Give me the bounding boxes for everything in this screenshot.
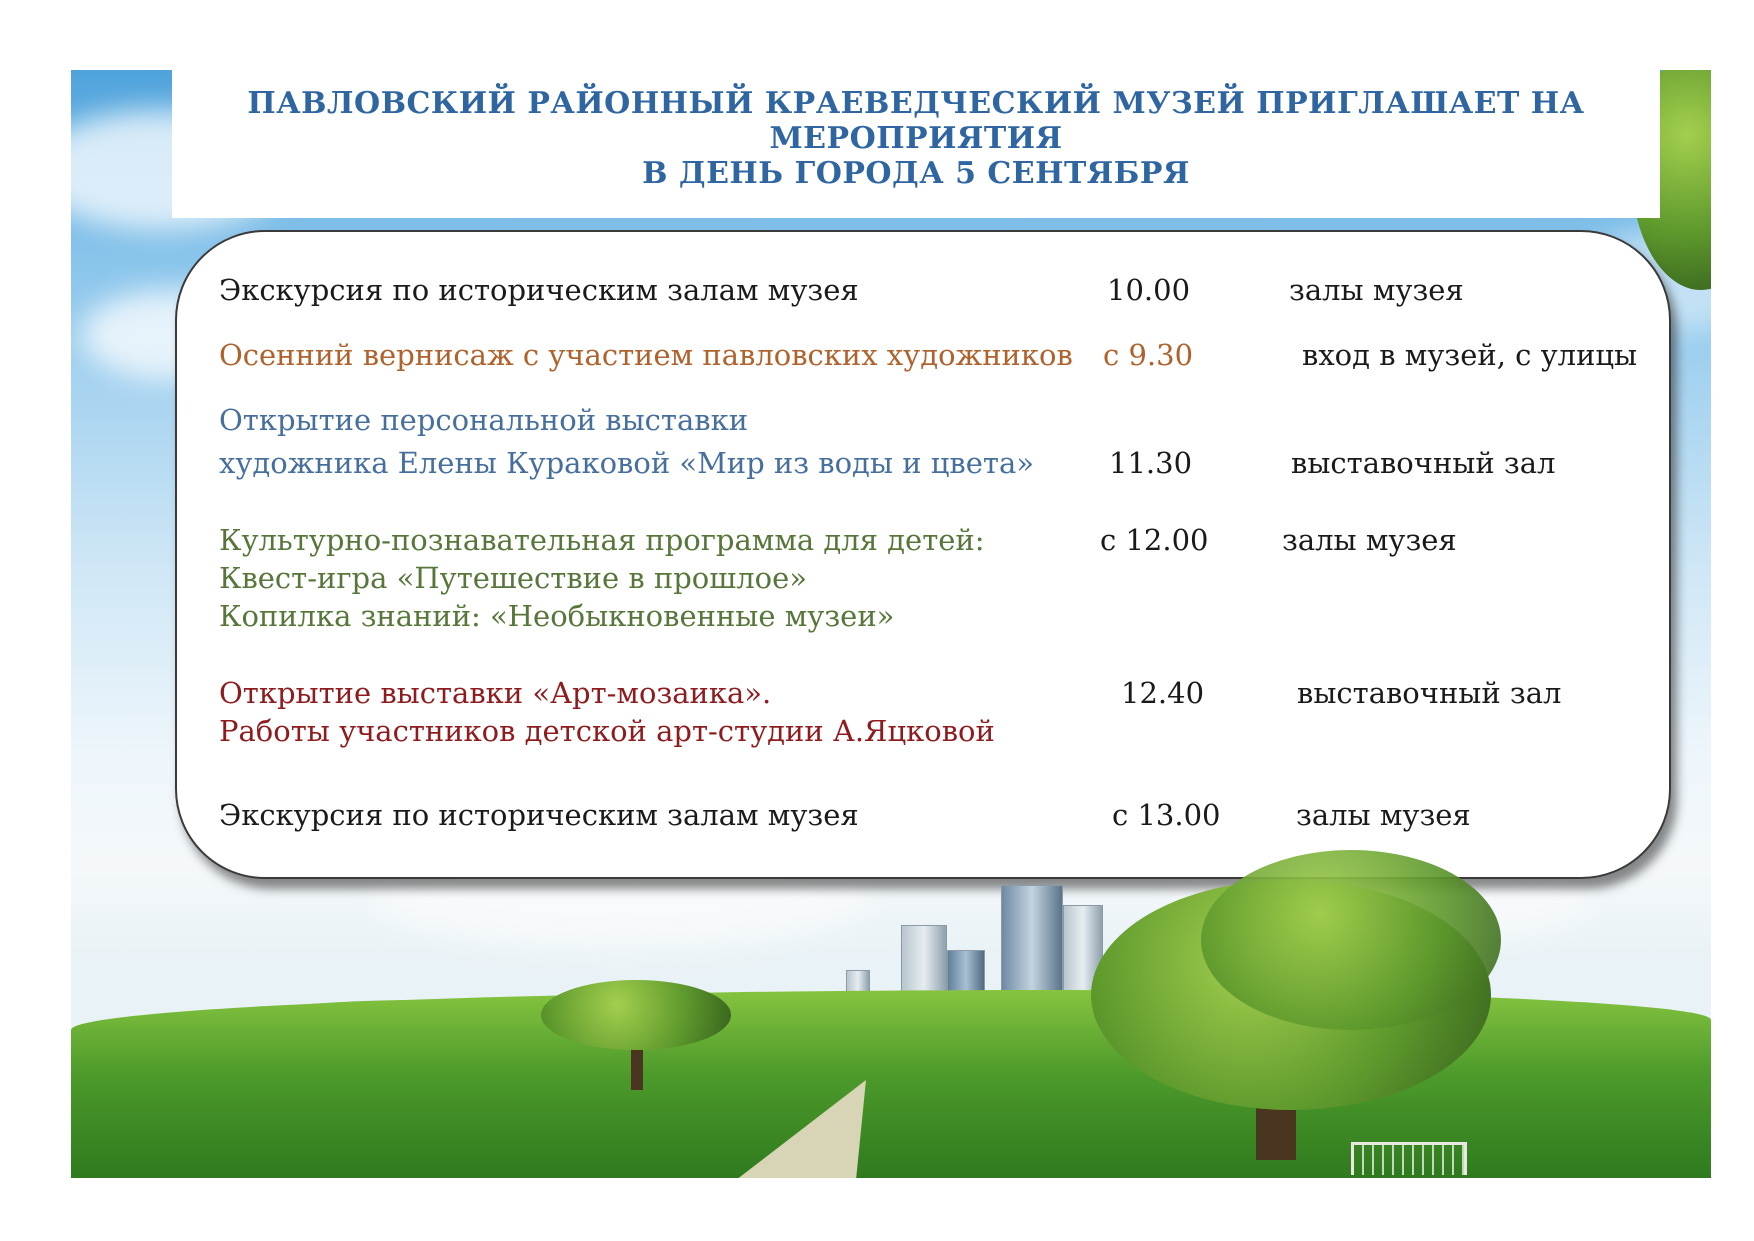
event-time-art-mosaic: 12.40: [1121, 676, 1205, 710]
event-title-art-mosaic-line-2: Работы участников детской арт-студии А.Яцковой: [219, 714, 995, 748]
event-title-art-mosaic-line-1: Открытие выставки «Арт-мозаика».: [219, 676, 772, 710]
event-place-exhibition: выставочный зал: [1291, 446, 1556, 480]
event-title-excursion-2: Экскурсия по историческим залам музея: [219, 798, 859, 832]
event-title-kids-program-line-3: Копилка знаний: «Необыкновенные музеи»: [219, 599, 895, 633]
event-place-kids-program: залы музея: [1282, 523, 1457, 557]
event-time-excursion: 10.00: [1107, 273, 1191, 307]
event-title-vernissage: Осенний вернисаж с участием павловских художников: [219, 338, 1073, 372]
event-title-kids-program-line-1: Культурно-познавательная программа для детей:: [219, 523, 985, 557]
event-place-excursion-2: залы музея: [1296, 798, 1471, 832]
event-time-kids-program: с 12.00: [1100, 523, 1209, 557]
title-line-2: В ДЕНЬ ГОРОДА 5 СЕНТЯБРЯ: [642, 156, 1190, 191]
title-banner: [172, 70, 1660, 218]
event-title-kids-program-line-2: Квест-игра «Путешествие в прошлое»: [219, 561, 808, 595]
event-place-excursion: залы музея: [1289, 273, 1464, 307]
event-title-exhibition-line-2: художника Елены Кураковой «Мир из воды и цвета»: [219, 446, 1034, 480]
poster-background: [71, 70, 1711, 1178]
title-line-1: ПАВЛОВСКИЙ РАЙОННЫЙ КРАЕВЕДЧЕСКИЙ МУЗЕЙ ПРИГЛАШАЕТ НА МЕРОПРИЯТИЯ: [247, 86, 1585, 156]
event-time-vernissage: с 9.30: [1103, 338, 1194, 372]
event-title-exhibition-line-1: Открытие персональной выставки: [219, 403, 749, 437]
event-time-exhibition: 11.30: [1109, 446, 1193, 480]
event-time-excursion-2: с 13.00: [1112, 798, 1221, 832]
event-place-art-mosaic: выставочный зал: [1297, 676, 1562, 710]
event-title-excursion: Экскурсия по историческим залам музея: [219, 273, 859, 307]
event-place-vernissage: вход в музей, с улицы: [1302, 338, 1638, 372]
